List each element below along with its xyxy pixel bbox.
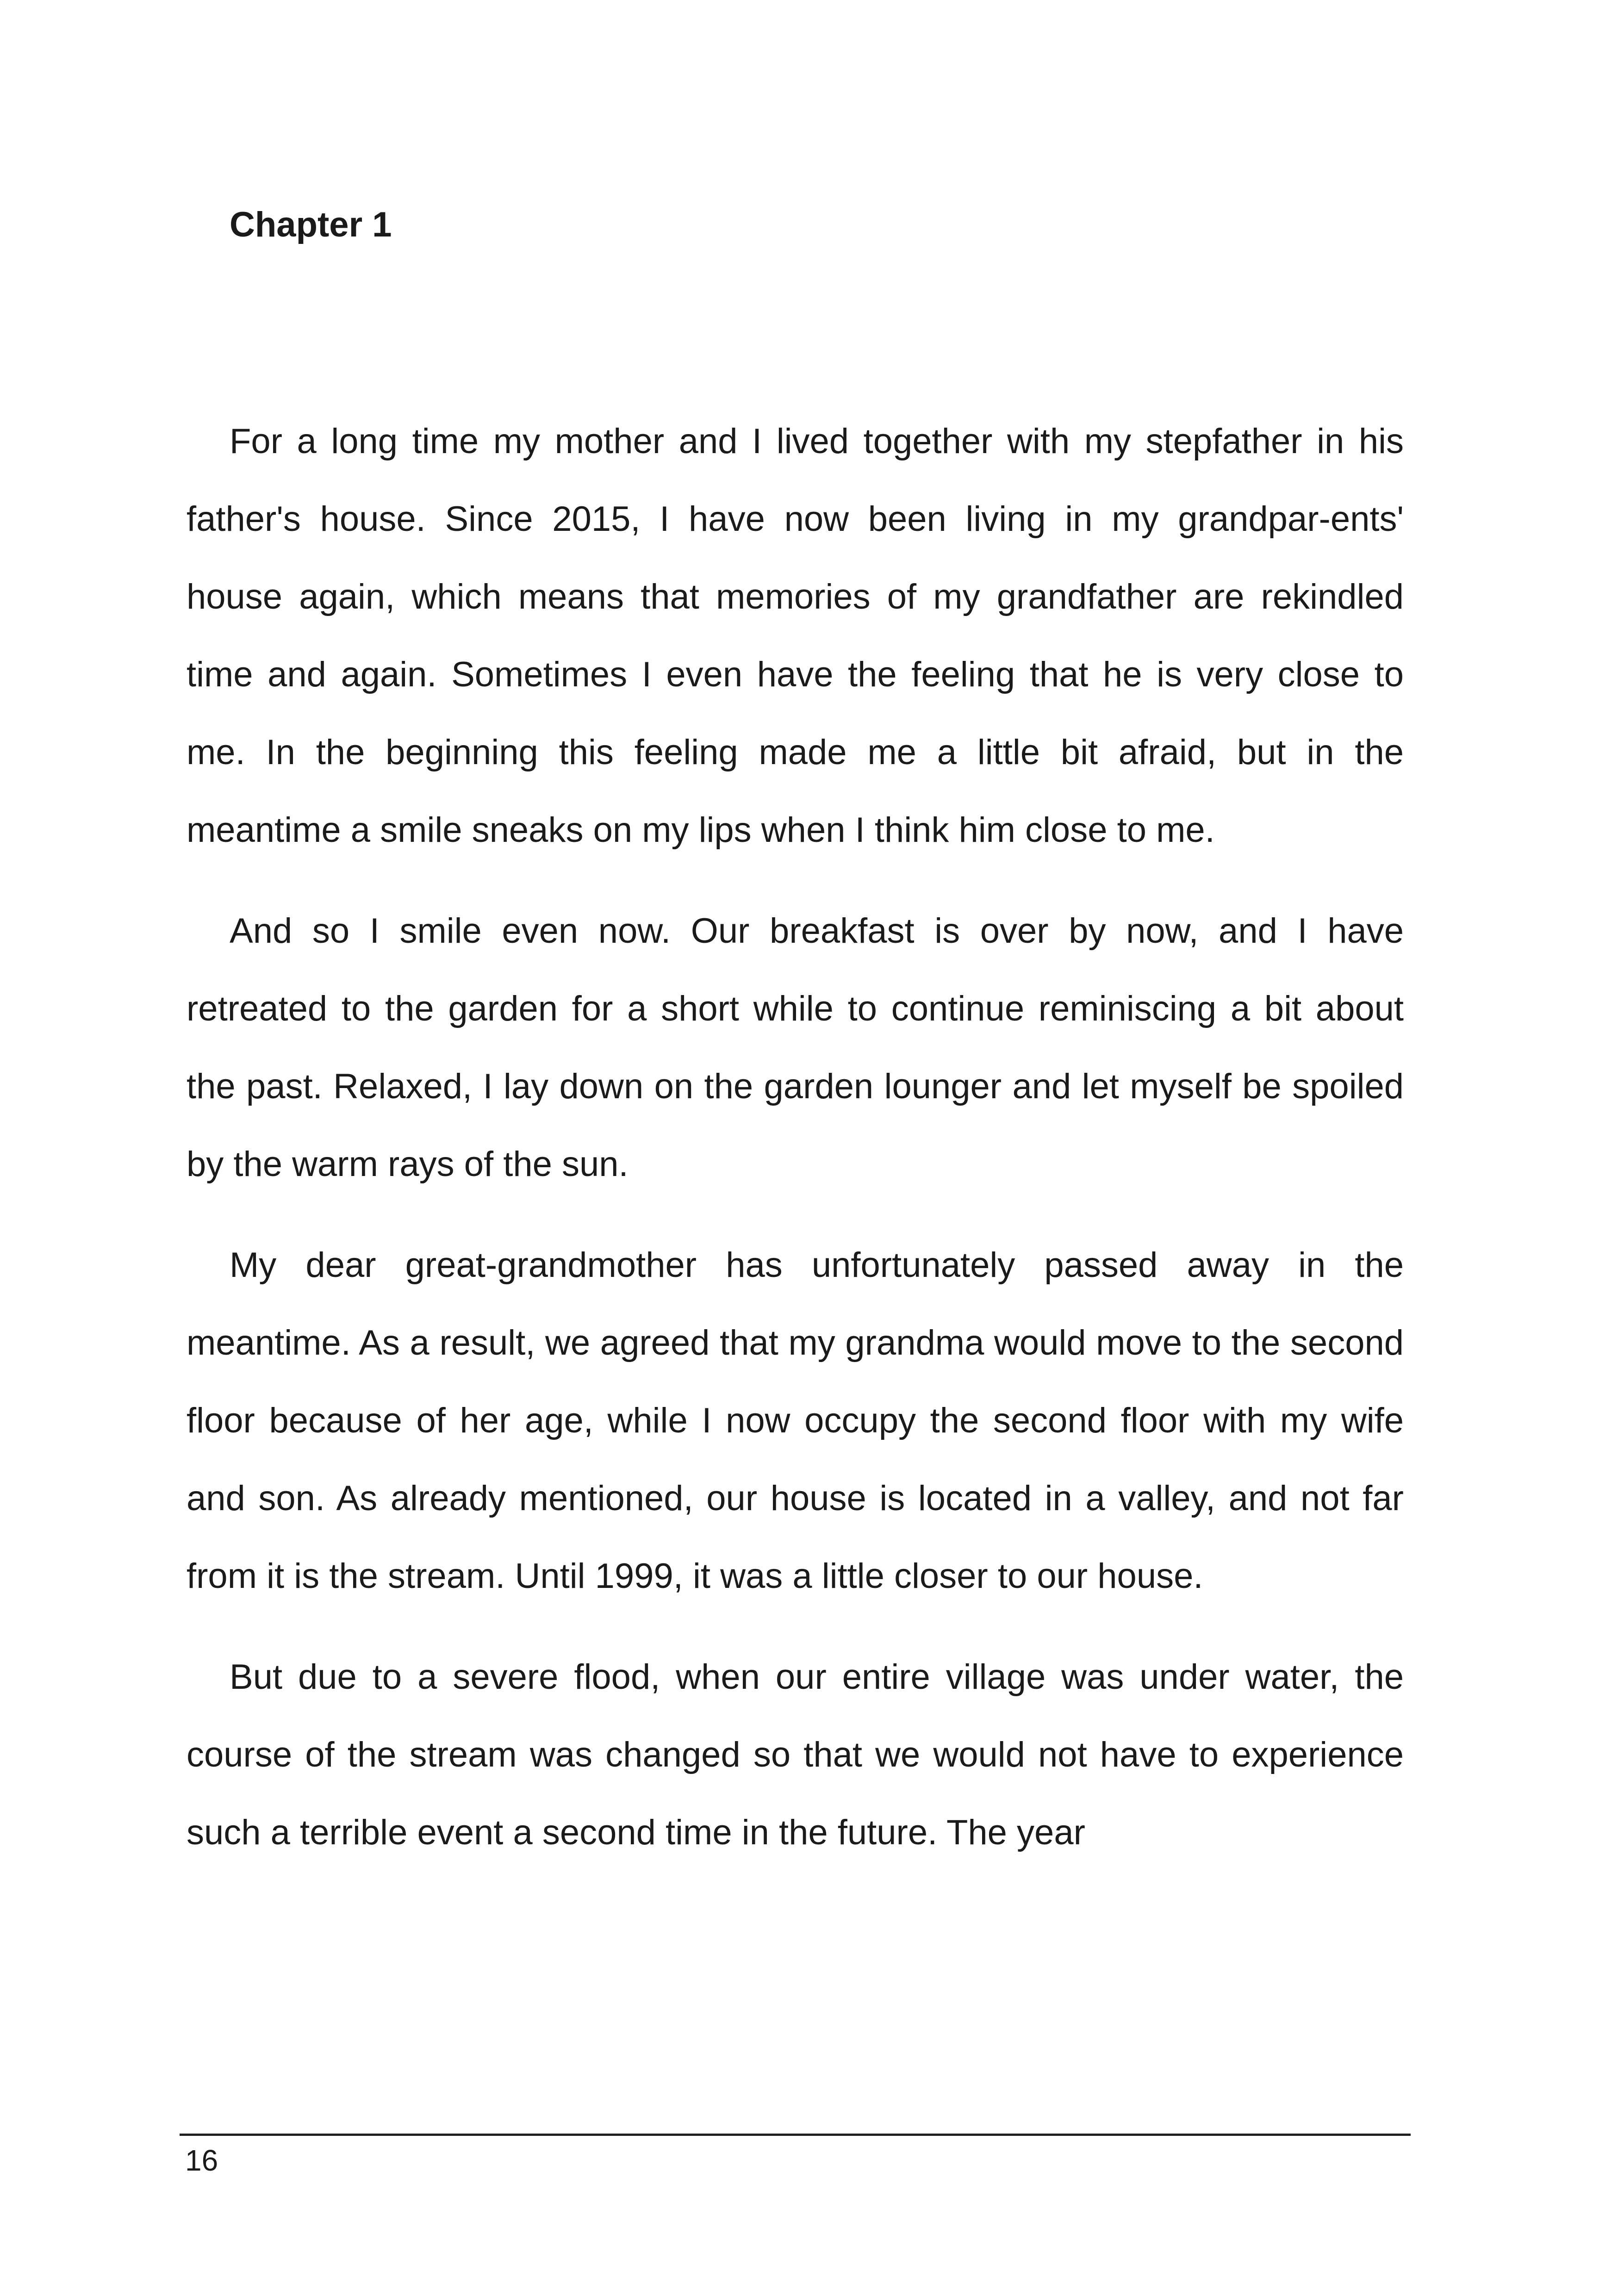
paragraph-3: My dear great-grandmother has unfortunately passed away in the meantime. As a result, we agreed that my grandma would move to the second floor because of her age, while I now occupy the second floor with my wife and son. As already mentioned, our house is located in a valley, and not far from it is the stream. Until 1999, it was a little closer to our house.	[187, 1245, 1404, 1596]
paragraph-4: But due to a severe flood, when our entire village was under water, the course of the stream was changed so that we would not have to experience such a terrible event a second time in the future. The year	[187, 1657, 1404, 1852]
paragraph-2: And so I smile even now. Our breakfast is over by now, and I have retreated to the garden for a short while to continue reminiscing a bit about the past. Relaxed, I lay down on the garden lounger and let myself be spoiled by the warm rays of the sun.	[187, 911, 1404, 1184]
body-text	[187, 403, 1404, 1895]
chapter-title: Chapter 1	[230, 205, 392, 244]
paragraph-1: For a long time my mother and I lived together with my stepfather in his father's house. Since 2015, I have now been living in my grandpar-ents' house again, which means that memories of my grandfather are rekindled time and again. Sometimes I even have the feeling that he is very close to me. In the beginning this feeling made me a little bit afraid, but in the meantime a smile sneaks on my lips when I think him close to me.	[187, 422, 1404, 850]
footer-divider	[180, 2134, 1411, 2136]
page-number: 16	[185, 2144, 218, 2177]
